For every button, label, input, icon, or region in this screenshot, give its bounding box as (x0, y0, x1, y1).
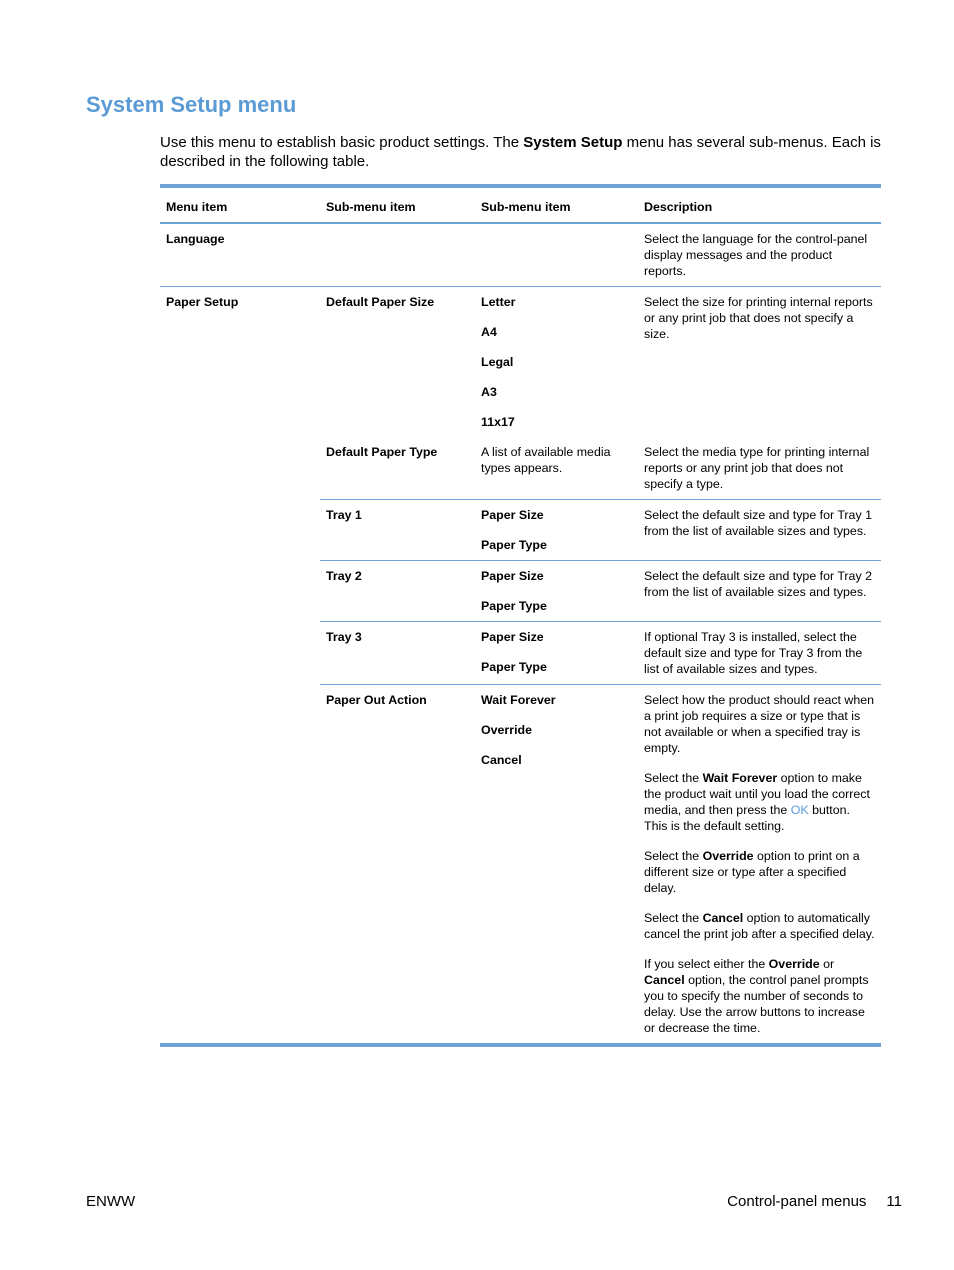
desc-text: or (819, 957, 835, 971)
empty-cell (320, 223, 475, 287)
options-list (475, 685, 638, 1046)
table-row (160, 622, 881, 685)
desc-text: option to make the product wait until you load the correct media, and then press the (644, 771, 870, 817)
intro-text: Use this menu to establish basic product settings. The (160, 134, 524, 151)
sub-tray-3: Tray 3 (320, 622, 475, 685)
ok-button-label: OK (790, 803, 809, 817)
header-menu-item: Menu item (160, 186, 320, 223)
table-header-row (160, 186, 881, 223)
desc-text: Select the (644, 771, 703, 785)
empty-cell (475, 223, 638, 287)
desc-paragraph (644, 848, 875, 896)
option-item: Paper Size (481, 508, 544, 522)
options-list (475, 287, 638, 438)
desc-bold: Cancel (644, 973, 685, 987)
options-list (475, 500, 638, 561)
sub-default-paper-size: Default Paper Size (320, 287, 475, 438)
menu-language: Language (166, 232, 225, 246)
sub-tray-2: Tray 2 (320, 561, 475, 622)
option-item: Paper Size (481, 569, 544, 583)
footer-section: Control-panel menus (727, 1193, 867, 1210)
intro-text-2: menu has several sub-menus. Each is described in the following table. (160, 134, 881, 170)
option-item: A4 (481, 325, 497, 339)
desc-paragraph (644, 770, 875, 834)
table-row (160, 287, 881, 438)
footer-right (727, 1193, 902, 1210)
sub-tray-1: Tray 1 (320, 500, 475, 561)
desc-bold: Override (768, 957, 820, 971)
description (638, 685, 881, 1046)
option-item: Paper Type (481, 599, 547, 613)
description: Select the size for printing internal reports or any print job that does not specify a size. (638, 287, 881, 438)
table-row (160, 561, 881, 622)
option-item: Paper Type (481, 660, 547, 674)
description: Select the media type for printing internal reports or any print job that does not specify a type. (644, 445, 870, 491)
intro-paragraph (160, 133, 890, 171)
option-item: Override (481, 723, 532, 737)
option-item: 11x17 (481, 415, 515, 429)
empty-cell (160, 622, 320, 685)
desc-text: Select the (644, 911, 703, 925)
header-sub-menu-item-2: Sub-menu item (475, 186, 638, 223)
sub-paper-out-action: Paper Out Action (320, 685, 475, 1046)
option-item: Paper Size (481, 630, 544, 644)
intro-bold: System Setup (523, 134, 623, 151)
desc-bold: Override (702, 849, 754, 863)
description: Select the language for the control-panel display messages and the product reports. (644, 232, 868, 278)
options-list (475, 561, 638, 622)
sub-default-paper-type: Default Paper Type (326, 445, 438, 459)
table-row (160, 437, 881, 500)
desc-bold: Cancel (702, 911, 744, 925)
description: Select the default size and type for Tray 2 from the list of available sizes and types. (638, 561, 881, 622)
description: If optional Tray 3 is installed, select the default size and type for Tray 3 from the list of available sizes and types. (638, 622, 881, 685)
options-list (475, 622, 638, 685)
option-item: A3 (481, 385, 497, 399)
desc-text: option to print on a different size or type after a specified delay. (644, 849, 860, 895)
options-text: A list of available media types appears. (481, 445, 611, 475)
menu-paper-setup: Paper Setup (160, 287, 320, 438)
desc-paragraph: Select how the product should react when a print job requires a size or type that is not available or when a specified tray is empty. (644, 693, 875, 755)
empty-cell (160, 561, 320, 622)
option-item: Wait Forever (481, 693, 556, 707)
system-setup-table (160, 184, 881, 1047)
desc-paragraph (644, 910, 875, 942)
desc-bold: Wait Forever (702, 771, 778, 785)
header-description: Description (638, 186, 881, 223)
option-item: Legal (481, 355, 514, 369)
desc-text: button. This is the default setting. (644, 803, 850, 833)
desc-text: option to automatically cancel the print job after a specified delay. (644, 911, 875, 941)
page-number: 11 (886, 1193, 902, 1210)
page-title: System Setup menu (86, 92, 297, 117)
option-item: Paper Type (481, 538, 547, 552)
table-row (160, 223, 881, 287)
option-item: Cancel (481, 753, 522, 767)
option-item: Letter (481, 295, 516, 309)
table-row (160, 685, 881, 1046)
empty-cell (160, 500, 320, 561)
empty-cell (160, 685, 320, 1046)
footer-left: ENWW (86, 1193, 136, 1210)
empty-cell (160, 437, 320, 500)
header-sub-menu-item: Sub-menu item (320, 186, 475, 223)
desc-text: Select the (644, 849, 703, 863)
table-row (160, 500, 881, 561)
desc-text: option, the control panel prompts you to specify the number of seconds to delay. Use the arrow buttons to increase or decrease the time. (644, 973, 869, 1035)
desc-paragraph (644, 956, 875, 1036)
description: Select the default size and type for Tray 1 from the list of available sizes and types. (638, 500, 881, 561)
desc-text: If you select either the (644, 957, 769, 971)
